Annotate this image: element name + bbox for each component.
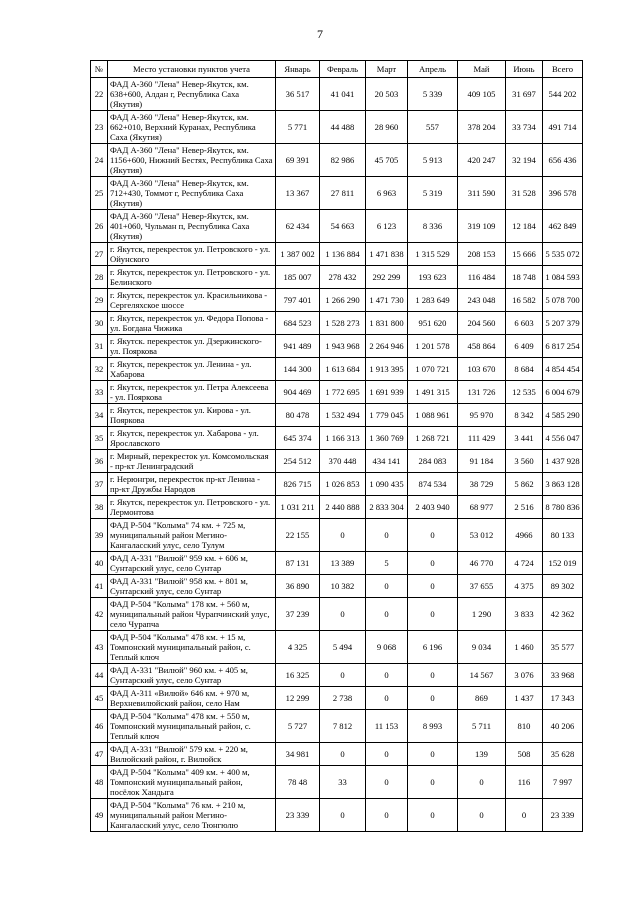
january-cell: 36 517 [276, 78, 320, 111]
march-cell: 1 090 435 [366, 473, 408, 496]
may-cell: 204 560 [458, 312, 506, 335]
location-cell: ФАД А-360 "Лена" Невер-Якутск, км. 1156+600, Нижний Бестях, Республика Саха (Якутия) [108, 144, 276, 177]
table-body [91, 78, 583, 832]
may-cell: 1 290 [458, 598, 506, 631]
april-cell: 951 620 [408, 312, 458, 335]
june-cell: 5 862 [506, 473, 543, 496]
table-row [91, 177, 583, 210]
row-number: 33 [91, 381, 108, 404]
table-row [91, 743, 583, 766]
may-cell: 243 048 [458, 289, 506, 312]
total-cell: 89 302 [543, 575, 583, 598]
april-cell: 1 070 721 [408, 358, 458, 381]
row-number: 34 [91, 404, 108, 427]
june-cell: 3 833 [506, 598, 543, 631]
header-february: Февраль [320, 61, 366, 78]
total-cell: 544 202 [543, 78, 583, 111]
total-cell: 152 019 [543, 552, 583, 575]
table-row [91, 687, 583, 710]
february-cell: 27 811 [320, 177, 366, 210]
april-cell: 1 283 649 [408, 289, 458, 312]
table-row [91, 450, 583, 473]
location-cell: ФАД А-360 "Лена" Невер-Якутск, км. 662+010, Верхний Куранах, Республика Саха (Якутия) [108, 111, 276, 144]
april-cell: 0 [408, 687, 458, 710]
table-row [91, 552, 583, 575]
may-cell: 0 [458, 766, 506, 799]
march-cell: 11 153 [366, 710, 408, 743]
april-cell: 6 196 [408, 631, 458, 664]
march-cell: 1 691 939 [366, 381, 408, 404]
march-cell: 28 960 [366, 111, 408, 144]
february-cell: 2 440 888 [320, 496, 366, 519]
location-cell: ФАД А-331 "Вилюй" 579 км. + 220 м, Вилюйский район, г. Вилюйск [108, 743, 276, 766]
total-cell: 7 997 [543, 766, 583, 799]
april-cell: 0 [408, 743, 458, 766]
january-cell: 645 374 [276, 427, 320, 450]
march-cell: 20 503 [366, 78, 408, 111]
march-cell: 0 [366, 766, 408, 799]
march-cell: 0 [366, 575, 408, 598]
may-cell: 38 729 [458, 473, 506, 496]
march-cell: 5 [366, 552, 408, 575]
january-cell: 13 367 [276, 177, 320, 210]
february-cell: 5 494 [320, 631, 366, 664]
table-row [91, 427, 583, 450]
header-may: Май [458, 61, 506, 78]
march-cell: 45 705 [366, 144, 408, 177]
location-cell: ФАД А-360 "Лена" Невер-Якутск, км. 712+430, Томмот г, Республика Саха (Якутия) [108, 177, 276, 210]
may-cell: 139 [458, 743, 506, 766]
may-cell: 378 204 [458, 111, 506, 144]
row-number: 30 [91, 312, 108, 335]
location-cell: г. Якутск, перекресток ул. Хабарова - ул. Ярославского [108, 427, 276, 450]
header-january: Январь [276, 61, 320, 78]
april-cell: 8 993 [408, 710, 458, 743]
table-row [91, 381, 583, 404]
april-cell: 0 [408, 575, 458, 598]
february-cell: 0 [320, 743, 366, 766]
april-cell: 5 319 [408, 177, 458, 210]
row-number: 44 [91, 664, 108, 687]
april-cell: 284 083 [408, 450, 458, 473]
total-cell: 35 577 [543, 631, 583, 664]
table-row [91, 243, 583, 266]
location-cell: г. Якутск, перекресток ул. Петра Алексеева - ул. Пояркова [108, 381, 276, 404]
total-cell: 23 339 [543, 799, 583, 832]
total-cell: 33 968 [543, 664, 583, 687]
row-number: 47 [91, 743, 108, 766]
march-cell: 0 [366, 519, 408, 552]
june-cell: 15 666 [506, 243, 543, 266]
june-cell: 4 724 [506, 552, 543, 575]
april-cell: 2 403 940 [408, 496, 458, 519]
page-number: 7 [317, 27, 323, 41]
may-cell: 111 429 [458, 427, 506, 450]
may-cell: 46 770 [458, 552, 506, 575]
february-cell: 370 448 [320, 450, 366, 473]
february-cell: 1 772 695 [320, 381, 366, 404]
march-cell: 2 833 304 [366, 496, 408, 519]
may-cell: 37 655 [458, 575, 506, 598]
may-cell: 68 977 [458, 496, 506, 519]
january-cell: 62 434 [276, 210, 320, 243]
location-cell: г. Нерюнгри, перекресток пр-кт Ленина - пр-кт Дружбы Народов [108, 473, 276, 496]
april-cell: 874 534 [408, 473, 458, 496]
header-number: № [91, 61, 108, 78]
location-cell: г. Якутск. перекресток ул. Дзержинского- ул. Пояркова [108, 335, 276, 358]
row-number: 45 [91, 687, 108, 710]
total-cell: 6 004 679 [543, 381, 583, 404]
table-row [91, 111, 583, 144]
table-row [91, 519, 583, 552]
january-cell: 80 478 [276, 404, 320, 427]
location-cell: ФАД Р-504 "Колыма" 478 км. + 550 м, Томпонский муниципальный район, с. Теплый ключ [108, 710, 276, 743]
total-cell: 17 343 [543, 687, 583, 710]
february-cell: 1 943 968 [320, 335, 366, 358]
june-cell: 33 734 [506, 111, 543, 144]
location-cell: г. Якутск, перекресток ул. Петровского - ул. Белинского [108, 266, 276, 289]
row-number: 48 [91, 766, 108, 799]
location-cell: ФАД А-331 "Вилюй" 960 км. + 405 м, Сунтарский улус, село Сунтар [108, 664, 276, 687]
february-cell: 10 382 [320, 575, 366, 598]
april-cell: 1 201 578 [408, 335, 458, 358]
june-cell: 31 697 [506, 78, 543, 111]
april-cell: 0 [408, 664, 458, 687]
table-row [91, 78, 583, 111]
may-cell: 91 184 [458, 450, 506, 473]
row-number: 25 [91, 177, 108, 210]
april-cell: 1 088 961 [408, 404, 458, 427]
january-cell: 185 007 [276, 266, 320, 289]
june-cell: 8 342 [506, 404, 543, 427]
row-number: 46 [91, 710, 108, 743]
january-cell: 5 727 [276, 710, 320, 743]
location-cell: ФАД А-331 "Вилюй" 958 км. + 801 м, Сунтарский улус, село Сунтар [108, 575, 276, 598]
march-cell: 1 779 045 [366, 404, 408, 427]
february-cell: 0 [320, 519, 366, 552]
april-cell: 0 [408, 519, 458, 552]
june-cell: 8 684 [506, 358, 543, 381]
january-cell: 144 300 [276, 358, 320, 381]
march-cell: 0 [366, 687, 408, 710]
row-number: 42 [91, 598, 108, 631]
june-cell: 3 441 [506, 427, 543, 450]
april-cell: 193 623 [408, 266, 458, 289]
june-cell: 810 [506, 710, 543, 743]
march-cell: 9 068 [366, 631, 408, 664]
header-june: Июнь [506, 61, 543, 78]
may-cell: 5 711 [458, 710, 506, 743]
table-row [91, 144, 583, 177]
june-cell: 4966 [506, 519, 543, 552]
location-cell: г. Якутск, перекресток ул. Ленина - ул. Хабарова [108, 358, 276, 381]
june-cell: 3 560 [506, 450, 543, 473]
row-number: 39 [91, 519, 108, 552]
total-cell: 35 628 [543, 743, 583, 766]
april-cell: 1 315 529 [408, 243, 458, 266]
january-cell: 904 469 [276, 381, 320, 404]
table-row [91, 473, 583, 496]
location-cell: ФАД Р-504 "Колыма" 409 км. + 400 м, Томпонский муниципальный район, посёлок Хандыга [108, 766, 276, 799]
table-row [91, 358, 583, 381]
march-cell: 1 471 730 [366, 289, 408, 312]
row-number: 35 [91, 427, 108, 450]
row-number: 27 [91, 243, 108, 266]
row-number: 28 [91, 266, 108, 289]
march-cell: 1 831 800 [366, 312, 408, 335]
february-cell: 278 432 [320, 266, 366, 289]
january-cell: 22 155 [276, 519, 320, 552]
june-cell: 1 437 [506, 687, 543, 710]
traffic-count-table [90, 60, 583, 832]
february-cell: 2 738 [320, 687, 366, 710]
may-cell: 53 012 [458, 519, 506, 552]
row-number: 38 [91, 496, 108, 519]
april-cell: 557 [408, 111, 458, 144]
may-cell: 208 153 [458, 243, 506, 266]
february-cell: 1 166 313 [320, 427, 366, 450]
header-location: Место установки пунктов учета [108, 61, 276, 78]
february-cell: 0 [320, 799, 366, 832]
total-cell: 5 207 379 [543, 312, 583, 335]
january-cell: 78 48 [276, 766, 320, 799]
location-cell: ФАД А-311 «Вилюй» 646 км. + 970 м, Верхневилюйский район, село Нам [108, 687, 276, 710]
april-cell: 0 [408, 766, 458, 799]
january-cell: 36 890 [276, 575, 320, 598]
table-row [91, 496, 583, 519]
total-cell: 4 585 290 [543, 404, 583, 427]
april-cell: 1 491 315 [408, 381, 458, 404]
location-cell: г. Якутск, перекресток ул. Кирова - ул. Пояркова [108, 404, 276, 427]
total-cell: 5 078 700 [543, 289, 583, 312]
june-cell: 3 076 [506, 664, 543, 687]
january-cell: 69 391 [276, 144, 320, 177]
january-cell: 12 299 [276, 687, 320, 710]
february-cell: 1 613 684 [320, 358, 366, 381]
may-cell: 131 726 [458, 381, 506, 404]
table-row [91, 631, 583, 664]
table-row [91, 664, 583, 687]
may-cell: 319 109 [458, 210, 506, 243]
total-cell: 491 714 [543, 111, 583, 144]
row-number: 31 [91, 335, 108, 358]
march-cell: 6 123 [366, 210, 408, 243]
total-cell: 462 849 [543, 210, 583, 243]
may-cell: 95 970 [458, 404, 506, 427]
january-cell: 5 771 [276, 111, 320, 144]
total-cell: 4 854 454 [543, 358, 583, 381]
table-row [91, 799, 583, 832]
june-cell: 508 [506, 743, 543, 766]
total-cell: 6 817 254 [543, 335, 583, 358]
march-cell: 1 913 395 [366, 358, 408, 381]
june-cell: 16 582 [506, 289, 543, 312]
may-cell: 311 590 [458, 177, 506, 210]
table-row [91, 404, 583, 427]
may-cell: 869 [458, 687, 506, 710]
total-cell: 1 437 928 [543, 450, 583, 473]
february-cell: 44 488 [320, 111, 366, 144]
total-cell: 656 436 [543, 144, 583, 177]
may-cell: 0 [458, 799, 506, 832]
total-cell: 1 084 593 [543, 266, 583, 289]
january-cell: 797 401 [276, 289, 320, 312]
february-cell: 1 528 273 [320, 312, 366, 335]
march-cell: 0 [366, 664, 408, 687]
june-cell: 4 375 [506, 575, 543, 598]
june-cell: 1 460 [506, 631, 543, 664]
june-cell: 12 535 [506, 381, 543, 404]
table-row [91, 575, 583, 598]
february-cell: 1 266 290 [320, 289, 366, 312]
table-row [91, 210, 583, 243]
march-cell: 0 [366, 598, 408, 631]
april-cell: 1 268 721 [408, 427, 458, 450]
total-cell: 5 535 072 [543, 243, 583, 266]
april-cell: 0 [408, 598, 458, 631]
may-cell: 420 247 [458, 144, 506, 177]
may-cell: 116 484 [458, 266, 506, 289]
march-cell: 6 963 [366, 177, 408, 210]
header-total: Всего [543, 61, 583, 78]
row-number: 26 [91, 210, 108, 243]
january-cell: 37 239 [276, 598, 320, 631]
april-cell: 8 336 [408, 210, 458, 243]
march-cell: 2 264 946 [366, 335, 408, 358]
location-cell: ФАД А-331 "Вилюй" 959 км. + 606 м, Сунтарский улус, село Сунтар [108, 552, 276, 575]
total-cell: 40 206 [543, 710, 583, 743]
june-cell: 18 748 [506, 266, 543, 289]
table-row [91, 598, 583, 631]
march-cell: 1 360 769 [366, 427, 408, 450]
row-number: 22 [91, 78, 108, 111]
june-cell: 0 [506, 799, 543, 832]
june-cell: 6 409 [506, 335, 543, 358]
total-cell: 3 863 128 [543, 473, 583, 496]
header-april: Апрель [408, 61, 458, 78]
may-cell: 9 034 [458, 631, 506, 664]
table-row [91, 289, 583, 312]
row-number: 40 [91, 552, 108, 575]
january-cell: 16 325 [276, 664, 320, 687]
february-cell: 41 041 [320, 78, 366, 111]
row-number: 24 [91, 144, 108, 177]
total-cell: 4 556 047 [543, 427, 583, 450]
row-number: 43 [91, 631, 108, 664]
february-cell: 54 663 [320, 210, 366, 243]
location-cell: ФАД Р-504 "Колыма" 478 км. + 15 м, Томпонский муниципальный район, с. Теплый ключ [108, 631, 276, 664]
january-cell: 1 031 211 [276, 496, 320, 519]
location-cell: ФАД Р-504 "Колыма" 178 км. + 560 м, муниципальный район Чурапчинский улус, село Чурапча [108, 598, 276, 631]
header-march: Март [366, 61, 408, 78]
april-cell: 0 [408, 552, 458, 575]
june-cell: 116 [506, 766, 543, 799]
location-cell: г. Якутск, перекресток ул. Петровского - ул. Ойунского [108, 243, 276, 266]
table-row [91, 766, 583, 799]
january-cell: 34 981 [276, 743, 320, 766]
june-cell: 31 528 [506, 177, 543, 210]
june-cell: 6 603 [506, 312, 543, 335]
may-cell: 103 670 [458, 358, 506, 381]
june-cell: 2 516 [506, 496, 543, 519]
location-cell: г. Якутск, перекресток ул. Федора Попова - ул. Богдана Чижика [108, 312, 276, 335]
february-cell: 7 812 [320, 710, 366, 743]
february-cell: 1 136 884 [320, 243, 366, 266]
table-row [91, 335, 583, 358]
location-cell: ФАД А-360 "Лена" Невер-Якутск, км. 638+600, Алдан г, Республика Саха (Якутия) [108, 78, 276, 111]
row-number: 41 [91, 575, 108, 598]
may-cell: 458 864 [458, 335, 506, 358]
february-cell: 1 026 853 [320, 473, 366, 496]
april-cell: 5 913 [408, 144, 458, 177]
row-number: 36 [91, 450, 108, 473]
may-cell: 409 105 [458, 78, 506, 111]
january-cell: 23 339 [276, 799, 320, 832]
row-number: 37 [91, 473, 108, 496]
february-cell: 33 [320, 766, 366, 799]
total-cell: 8 780 836 [543, 496, 583, 519]
header-row [91, 61, 583, 78]
february-cell: 1 532 494 [320, 404, 366, 427]
may-cell: 14 567 [458, 664, 506, 687]
january-cell: 941 489 [276, 335, 320, 358]
february-cell: 0 [320, 598, 366, 631]
location-cell: г. Якутск, перекресток ул. Петровского - ул. Лермонтова [108, 496, 276, 519]
april-cell: 5 339 [408, 78, 458, 111]
table-row [91, 266, 583, 289]
february-cell: 0 [320, 664, 366, 687]
table-row [91, 312, 583, 335]
march-cell: 0 [366, 743, 408, 766]
location-cell: ФАД А-360 "Лена" Невер-Якутск, км. 401+060, Чульман п, Республика Саха (Якутия) [108, 210, 276, 243]
total-cell: 396 578 [543, 177, 583, 210]
march-cell: 292 299 [366, 266, 408, 289]
march-cell: 434 141 [366, 450, 408, 473]
january-cell: 87 131 [276, 552, 320, 575]
row-number: 29 [91, 289, 108, 312]
february-cell: 82 986 [320, 144, 366, 177]
location-cell: г. Якутск, перекресток ул. Красильникова - Сергеляхское шоссе [108, 289, 276, 312]
march-cell: 1 471 838 [366, 243, 408, 266]
location-cell: г. Мирный, перекресток ул. Комсомольская - пр-кт Ленинградский [108, 450, 276, 473]
location-cell: ФАД Р-504 "Колыма" 74 км. + 725 м, муниципальный район Мегино-Кангаласский улус, село Тулум [108, 519, 276, 552]
location-cell: ФАД Р-504 "Колыма" 76 км. + 210 м, муниципальный район Мегино-Кангаласский улус, село Тюнгюлю [108, 799, 276, 832]
row-number: 23 [91, 111, 108, 144]
january-cell: 254 512 [276, 450, 320, 473]
total-cell: 42 362 [543, 598, 583, 631]
total-cell: 80 133 [543, 519, 583, 552]
table-row [91, 710, 583, 743]
february-cell: 13 389 [320, 552, 366, 575]
april-cell: 0 [408, 799, 458, 832]
january-cell: 4 325 [276, 631, 320, 664]
march-cell: 0 [366, 799, 408, 832]
row-number: 32 [91, 358, 108, 381]
row-number: 49 [91, 799, 108, 832]
june-cell: 12 184 [506, 210, 543, 243]
january-cell: 826 715 [276, 473, 320, 496]
january-cell: 684 523 [276, 312, 320, 335]
january-cell: 1 387 002 [276, 243, 320, 266]
june-cell: 32 194 [506, 144, 543, 177]
